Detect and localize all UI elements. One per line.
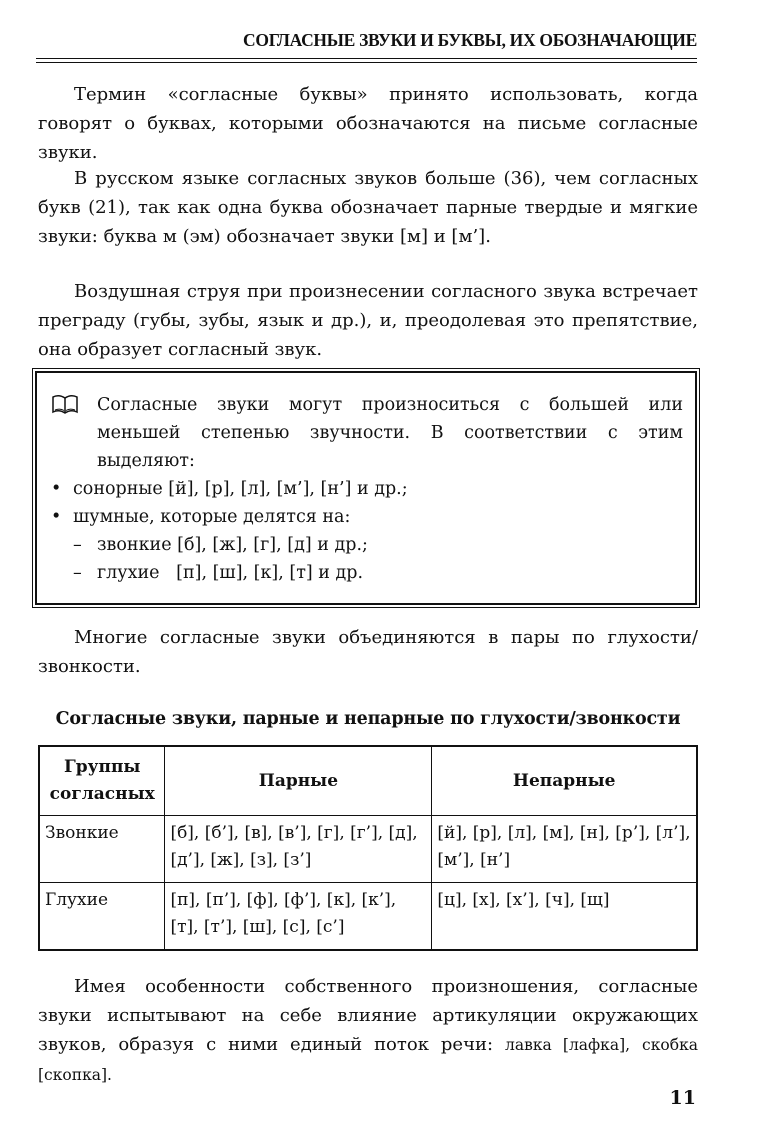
cell-unpaired-voiced: [й], [р], [л], [м], [н], [р’], [л’], [м’], [н’] xyxy=(432,816,697,883)
bullet-noisy-text: шумные, которые делятся на: xyxy=(73,507,351,527)
table-caption: Согласные звуки, парные и непарные по глухости/звонкости xyxy=(55,709,681,729)
example-skobka: скобка [скопка]. xyxy=(38,1036,698,1084)
row-group-voiced: Звонкие xyxy=(39,816,165,883)
example-lavka: лавка [лафка], xyxy=(505,1036,631,1054)
book-icon xyxy=(51,394,79,416)
rule-box xyxy=(35,371,697,605)
page-number: 11 xyxy=(669,1087,696,1109)
header-rule-thin xyxy=(36,62,697,63)
paragraph-airflow: Воздушная струя при произнесении согласного звука встречает преграду (губы, зубы, язык и др.), и, преодолевая это препятствие, она образует согласный звук. xyxy=(38,281,698,360)
table-row xyxy=(39,883,697,951)
column-header-paired: Парные xyxy=(165,746,432,816)
row-group-voiceless: Глухие xyxy=(39,883,165,951)
paragraph-term: Термин «согласные буквы» принято использовать, когда говорят о буквах, которыми обозначаются на письме согласные звуки. xyxy=(38,84,698,163)
dash-voiceless-text: глухие [п], [ш], [к], [т] и др. xyxy=(97,563,364,583)
column-header-unpaired: Непарные xyxy=(432,746,697,816)
cell-paired-voiced: [б], [б’], [в], [в’], [г], [г’], [д], [д’], [ж], [з], [з’] xyxy=(165,816,432,883)
bullet-sonorant-text: сонорные [й], [р], [л], [м’], [н’] и др.; xyxy=(73,479,408,499)
paragraph-count: В русском языке согласных звуков больше (36), чем согласных букв (21), так как одна буква обозначает парные твердые и мягкие звуки: буква м (эм) обозначает звуки [м] и [м’]. xyxy=(38,168,698,247)
paragraph-pairs: Многие согласные звуки объединяются в пары по глухости/звонкости. xyxy=(38,627,698,677)
column-header-groups: Группы согласных xyxy=(39,746,165,816)
list-item-voiceless: – глухие [п], [ш], [к], [т] и др. xyxy=(73,563,364,583)
running-header: СОГЛАСНЫЕ ЗВУКИ И БУКВЫ, ИХ ОБОЗНАЧАЮЩИЕ xyxy=(243,30,697,50)
paragraph-coarticulation xyxy=(38,972,698,1090)
consonant-pairs-table xyxy=(38,745,698,951)
list-item-sonorant: • сонорные [й], [р], [л], [м’], [н’] и др.; xyxy=(51,479,408,499)
box-lead-text: Согласные звуки могут произноситься с большей или меньшей степенью звучности. В соответствии с этим выделяют: xyxy=(97,395,683,471)
table-row xyxy=(39,816,697,883)
cell-unpaired-voiceless: [ц], [х], [х’], [ч], [щ] xyxy=(432,883,697,951)
cell-paired-voiceless: [п], [п’], [ф], [ф’], [к], [к’], [т], [т’], [ш], [с], [с’] xyxy=(165,883,432,951)
dash-voiced-text: звонкие [б], [ж], [г], [д] и др.; xyxy=(97,535,368,555)
coarticulation-text: Имея особенности собственного произношения, согласные звуки испытывают на себе влияние артикуляции окружающих звуков, образуя с ними единый поток речи: xyxy=(38,976,698,1055)
header-rule xyxy=(36,58,697,59)
list-item-noisy: • шумные, которые делятся на: xyxy=(51,507,351,527)
list-item-voiced: – звонкие [б], [ж], [г], [д] и др.; xyxy=(73,535,368,555)
